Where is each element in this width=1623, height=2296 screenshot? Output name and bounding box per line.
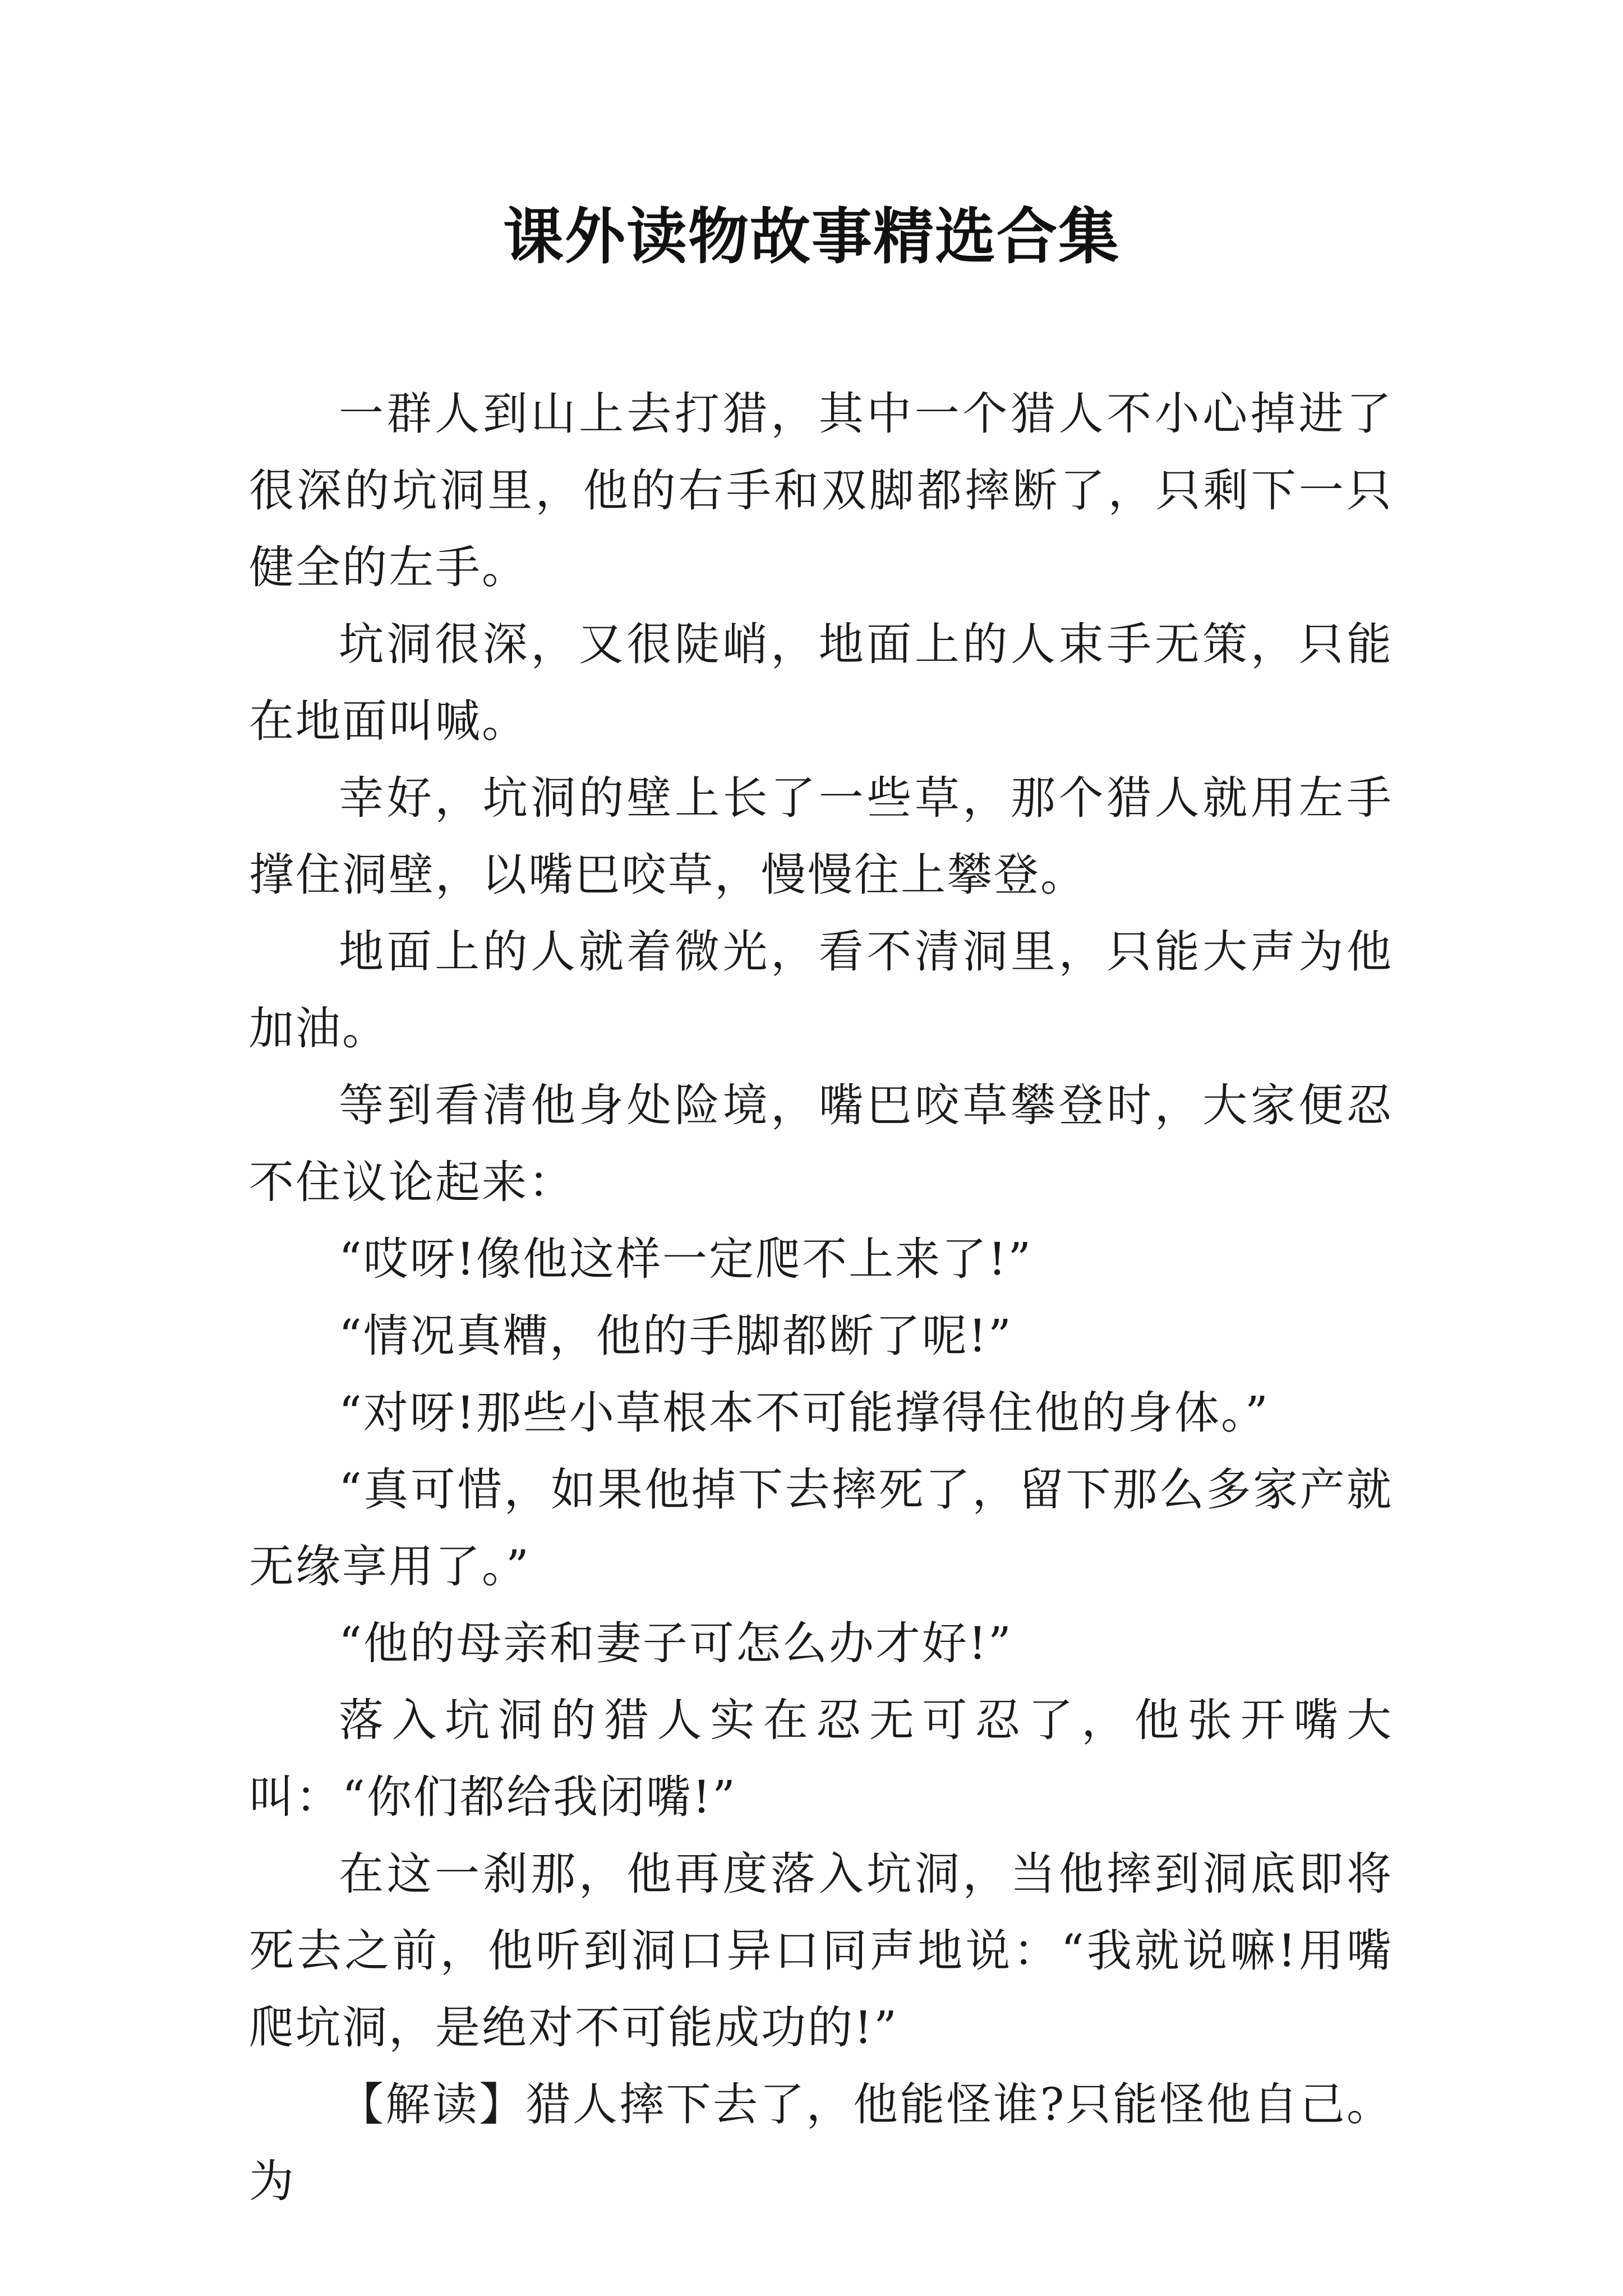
paragraph: “对呀!那些小草根本不可能撑得住他的身体。” <box>339 1387 1270 1439</box>
paragraph: “真可惜，如果他掉下去摔死了，留下那么多家产就无缘享用了。” <box>249 1464 1393 1593</box>
document-body <box>249 375 1393 2220</box>
paragraph: 【解读】猎人摔下去了，他能怪谁?只能怪他自己。为 <box>249 2078 1393 2207</box>
paragraph: “情况真糟，他的手脚都断了呢!” <box>339 1310 1013 1362</box>
paragraph: 幸好，坑洞的壁上长了一些草，那个猎人就用左手撑住洞壁，以嘴巴咬草，慢慢往上攀登。 <box>249 772 1393 901</box>
paragraph: “哎呀!像他这样一定爬不上来了!” <box>339 1233 1033 1285</box>
paragraph: 地面上的人就着微光，看不清洞里，只能大声为他加油。 <box>249 926 1393 1055</box>
paragraph: 在这一刹那，他再度落入坑洞，当他摔到洞底即将死去之前，他听到洞口异口同声地说：“我就说嘛!用嘴爬坑洞，是绝对不可能成功的!” <box>249 1848 1393 2054</box>
paragraph: 坑洞很深，又很陡峭，地面上的人束手无策，只能在地面叫喊。 <box>249 618 1393 747</box>
document-title: 课外读物故事精选合集 <box>502 201 1120 272</box>
paragraph: 一群人到山上去打猎，其中一个猎人不小心掉进了很深的坑洞里，他的右手和双脚都摔断了，只剩下一只健全的左手。 <box>249 388 1393 593</box>
paragraph: 落入坑洞的猎人实在忍无可忍了，他张开嘴大叫：“你们都给我闭嘴!” <box>249 1694 1393 1823</box>
paragraph: “他的母亲和妻子可怎么办才好!” <box>339 1617 1013 1669</box>
paragraph: 等到看清他身处险境，嘴巴咬草攀登时，大家便忍不住议论起来： <box>249 1079 1393 1208</box>
